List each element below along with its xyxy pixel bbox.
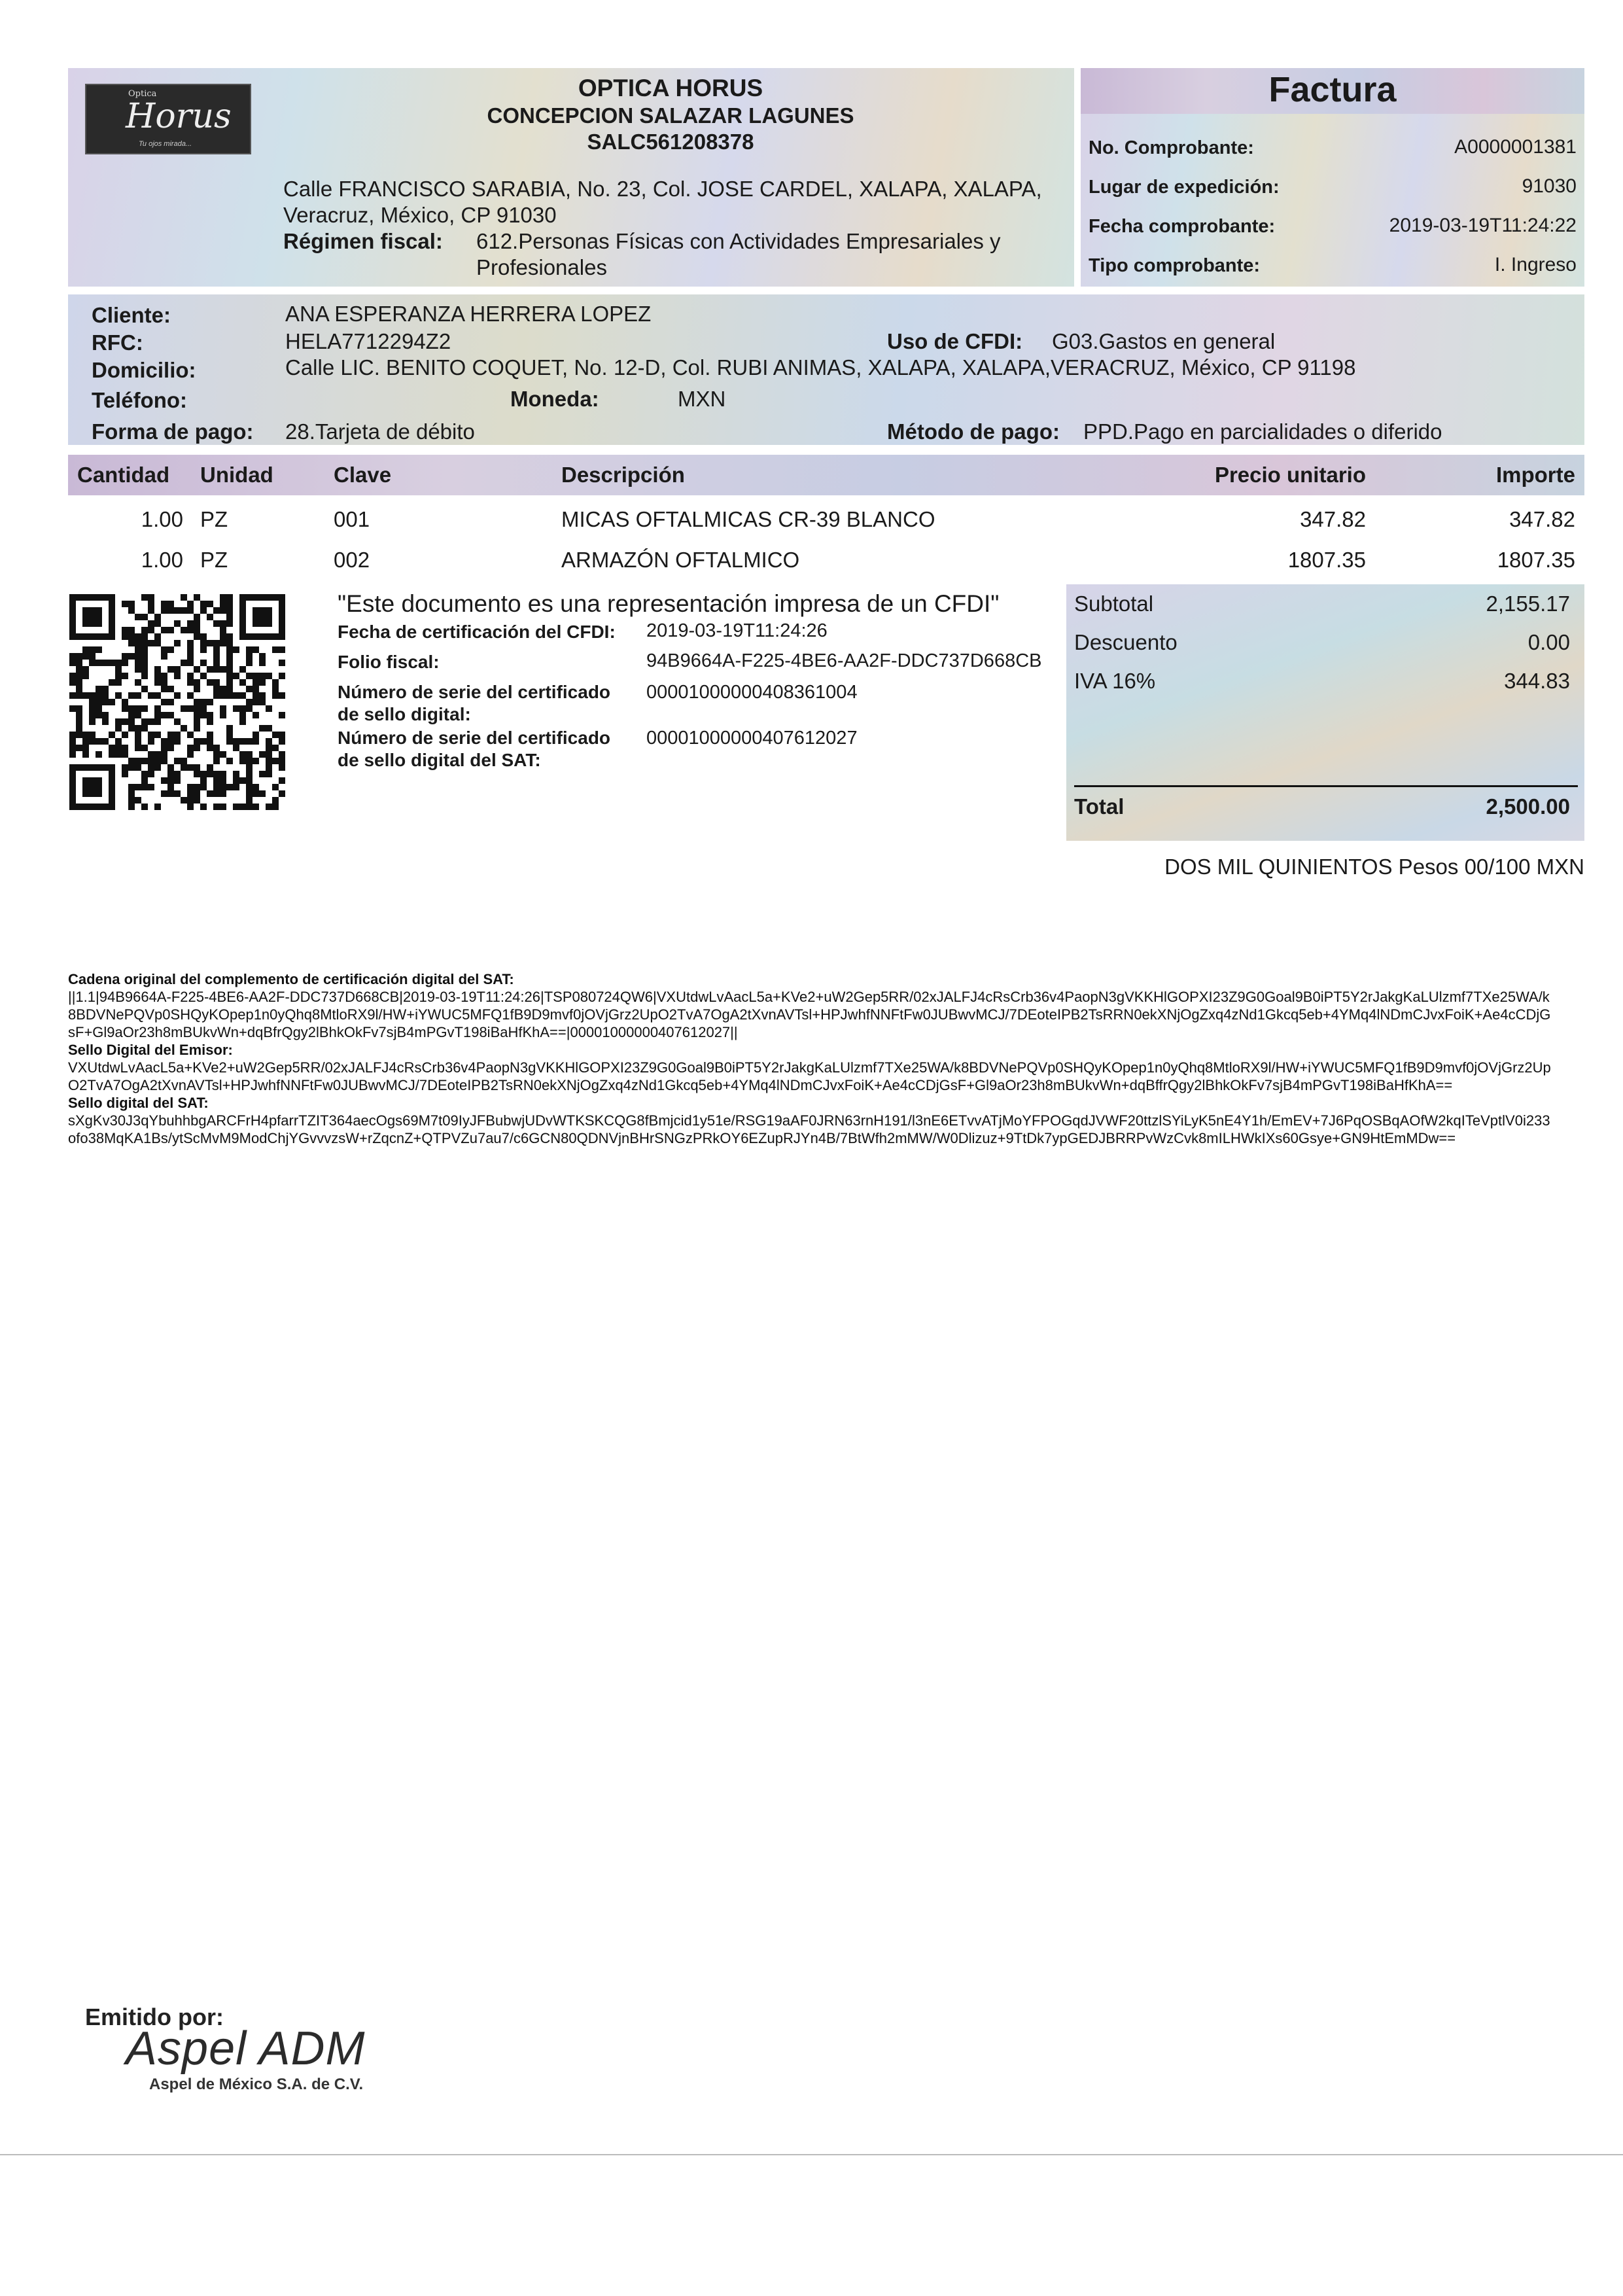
rfc-value: HELA7712294Z2 (285, 329, 451, 353)
scan-line (0, 2154, 1623, 2155)
sello-emisor-label: Sello Digital del Emisor: (68, 1042, 233, 1058)
factura-row-label: Fecha comprobante: (1089, 216, 1276, 237)
table-header-descripcion: Descripción (561, 463, 685, 487)
emisor-direccion-1: Calle FRANCISCO SARABIA, No. 23, Col. JOSE CARDEL, XALAPA, XALAPA, (283, 177, 1042, 201)
factura-row-label: Lugar de expedición: (1089, 177, 1280, 198)
cadena-original-value: ||1.1|94B9664A-F225-4BE6-AA2F-DDC737D668CB|2019-03-19T11:24:26|TSP080724QW6|VXUtdwLvAacL5a+KVe2+uW2Gep5RR/02xJALFJ4cRsCrb36v4PaopN3gVKKHlGOPXI23Z9G0Goal9B0iPT5Y2rJakgKaLUlzmf7TXe25WA/k8BDVNePQVp0SHQyKOpep1n0yQhq8MtloRX9l/HW+iYWUC5MFQ1fB9D9mvf0jOVjGrz2UpO2TvA7OgA2tXvnAVTsl+HPJwhfNNFtFw0JUBwvMCJ/7DEoteIPB2TsRRN0ekXNjOgZxq4zNd1Gkcq5eb+4YMq4lNDmCJvxFoiK+Ae4cCDjGsF+Gl9aOr23h8mBUkvWn+dqBfrQgy2lBhkOkFv7sjB4mPGvT198iBaHfKhA==|00001000000407612027|| (68, 989, 1551, 1040)
metodo-pago-value: PPD.Pago en parcialidades o diferido (1083, 419, 1442, 444)
table-cell-descripcion: MICAS OFTALMICAS CR-39 BLANCO (561, 507, 935, 531)
sello-emisor-value: VXUtdwLvAacL5a+KVe2+uW2Gep5RR/02xJALFJ4cRsCrb36v4PaopN3gVKKHlGOPXI23Z9G0Goal9B0iPT5Y2rJakgKaLUlzmf7TXe25WA/k8BDVNePQVp0SHQyKOpep1n0yQhq8MtloRX9l/HW+iYWUC5MFQ1fB9D9mvf0jOVjGrz2UpO2TvA7OgA2tXvnAVTsl+HPJwhfNNFtFw0JUBwvMCJ/7DEoteIPB2TsRN0ekXNjOgZxq4zNd1Gkcq5eb+4YMq4lNDmCJvxFoiK+Ae4cCDjGsF+Gl9aOr23h8mBUkvWn+dqBffrQgy2lBhkOkFv7sjB4mPGvT198iBaHfKhA== (68, 1059, 1551, 1093)
table-cell-cantidad: 1.00 (141, 548, 183, 572)
emisor-logo (85, 84, 251, 154)
moneda-value: MXN (678, 387, 726, 411)
table-header-importe: Importe (1495, 463, 1575, 487)
uso-cfdi-value: G03.Gastos en general (1052, 329, 1276, 353)
table-header-precio: Precio unitario (1214, 463, 1366, 487)
logo-tagline: Tu ojos mirada... (139, 140, 192, 148)
emisor-regimen-1: 612.Personas Físicas con Actividades Empresariales y (476, 229, 1001, 253)
folio-fiscal-value: 94B9664A-F225-4BE6-AA2F-DDC737D668CB (646, 650, 1042, 671)
cfdi-leyenda: "Este documento es una representación impresa de un CFDI" (338, 590, 1000, 617)
table-header-cantidad: Cantidad (77, 463, 170, 487)
table-cell-importe: 347.82 (1509, 507, 1575, 531)
total-divider (1074, 785, 1578, 787)
emitido-por-label: Emitido por: (85, 2004, 224, 2030)
subtotal-label: Subtotal (1074, 592, 1154, 616)
moneda-label: Moneda: (510, 387, 599, 411)
total-en-letra: DOS MIL QUINIENTOS Pesos 00/100 MXN (1164, 855, 1584, 879)
factura-title: Factura (1268, 70, 1397, 109)
table-cell-unidad: PZ (200, 548, 228, 572)
table-header-unidad: Unidad (200, 463, 273, 487)
factura-row-value: 91030 (1522, 175, 1577, 197)
telefono-label: Teléfono: (92, 388, 188, 412)
iva-value: 344.83 (1504, 669, 1570, 693)
descuento-label: Descuento (1074, 630, 1178, 654)
emisor-rfc: SALC561208378 (587, 130, 754, 154)
emisor-regimen-2: Profesionales (476, 255, 607, 279)
emisor-nombre: OPTICA HORUS (578, 75, 763, 101)
iva-label: IVA 16% (1074, 669, 1156, 693)
serie-emisor-label-2: de sello digital: (338, 704, 471, 724)
forma-pago-value: 28.Tarjeta de débito (285, 419, 475, 444)
folio-fiscal-label: Folio fiscal: (338, 652, 440, 672)
metodo-pago-label: Método de pago: (887, 419, 1060, 444)
table-cell-precio: 1807.35 (1287, 548, 1366, 572)
emisor-razon-social: CONCEPCION SALAZAR LAGUNES (487, 103, 854, 128)
aspel-brand: Aspel ADM (126, 2022, 366, 2075)
qr-code (69, 594, 285, 810)
domicilio-value: Calle LIC. BENITO COQUET, No. 12-D, Col. RUBI ANIMAS, XALAPA, XALAPA,VERACRUZ, México, CP 91198 (285, 355, 1356, 380)
sello-sat-value: sXgKv30J3qYbuhhbgARCFrH4pfarrTZIT364aecOgs69M7t09IyJFBubwjUDvWTKSKCQG8fBmjcid1y51e/RSG19aAF0JRN63rnH191/l3nE6ETvvATjMoYFPOGqdJVWF20ttzlSYiLyK5nE4Y1h/EmEV+7J6PqOSBqAOfW2kqITeVptlV0i233ofo38MqKA1Bs/ytScMvM9ModChjYGvvvzsW+rZqcnZ+QTPVZu7au7/c6GCN80QDNVjnBHrSNGzPRkOY6EZupRJYn4B/7BtWfh2mMW/W0Dlizuz+9TtDk7ypGEDJBRRPvWzCvk8mILHWkIXs60Gsye+GN9HtEmMDw== (68, 1112, 1550, 1146)
table-cell-importe: 1807.35 (1497, 548, 1575, 572)
descuento-value: 0.00 (1527, 630, 1570, 654)
table-cell-descripcion: ARMAZÓN OFTALMICO (561, 548, 800, 572)
aspel-company: Aspel de México S.A. de C.V. (149, 2075, 364, 2093)
cliente-label: Cliente: (92, 303, 171, 327)
factura-row-label: No. Comprobante: (1089, 137, 1254, 158)
table-cell-precio: 347.82 (1300, 507, 1366, 531)
cadena-original-label: Cadena original del complemento de certificación digital del SAT: (68, 971, 514, 987)
uso-cfdi-label: Uso de CFDI: (887, 329, 1023, 353)
subtotal-value: 2,155.17 (1486, 592, 1570, 616)
cliente-value: ANA ESPERANZA HERRERA LOPEZ (285, 302, 652, 326)
domicilio-label: Domicilio: (92, 358, 196, 382)
emisor-direccion-2: Veracruz, México, CP 91030 (283, 203, 557, 227)
factura-row-value: I. Ingreso (1494, 254, 1577, 275)
rfc-label: RFC: (92, 330, 143, 355)
forma-pago-label: Forma de pago: (92, 419, 254, 444)
factura-row-value: 2019-03-19T11:24:22 (1389, 215, 1577, 236)
serie-sat-value: 00001000000407612027 (646, 728, 858, 749)
emisor-regimen-label: Régimen fiscal: (283, 229, 443, 253)
fecha-certificacion-value: 2019-03-19T11:24:26 (646, 620, 828, 641)
logo-text: Horus (126, 97, 232, 136)
serie-emisor-value: 00001000000408361004 (646, 682, 858, 703)
total-label: Total (1074, 794, 1125, 819)
fecha-certificacion-label: Fecha de certificación del CFDI: (338, 622, 616, 642)
sello-sat-label: Sello digital del SAT: (68, 1095, 209, 1111)
serie-emisor-label-1: Número de serie del certificado (338, 682, 611, 702)
factura-row-label: Tipo comprobante: (1089, 255, 1261, 276)
table-cell-unidad: PZ (200, 507, 228, 531)
table-cell-clave: 002 (334, 548, 370, 572)
total-value: 2,500.00 (1486, 794, 1570, 819)
factura-row-value: A0000001381 (1454, 136, 1577, 158)
serie-sat-label-2: de sello digital del SAT: (338, 750, 541, 770)
table-cell-cantidad: 1.00 (141, 507, 183, 531)
sellos-section (68, 970, 1552, 1147)
logo-brand: Optica (128, 89, 157, 99)
table-cell-clave: 001 (334, 507, 370, 531)
serie-sat-label-1: Número de serie del certificado (338, 728, 611, 748)
table-header-clave: Clave (334, 463, 392, 487)
